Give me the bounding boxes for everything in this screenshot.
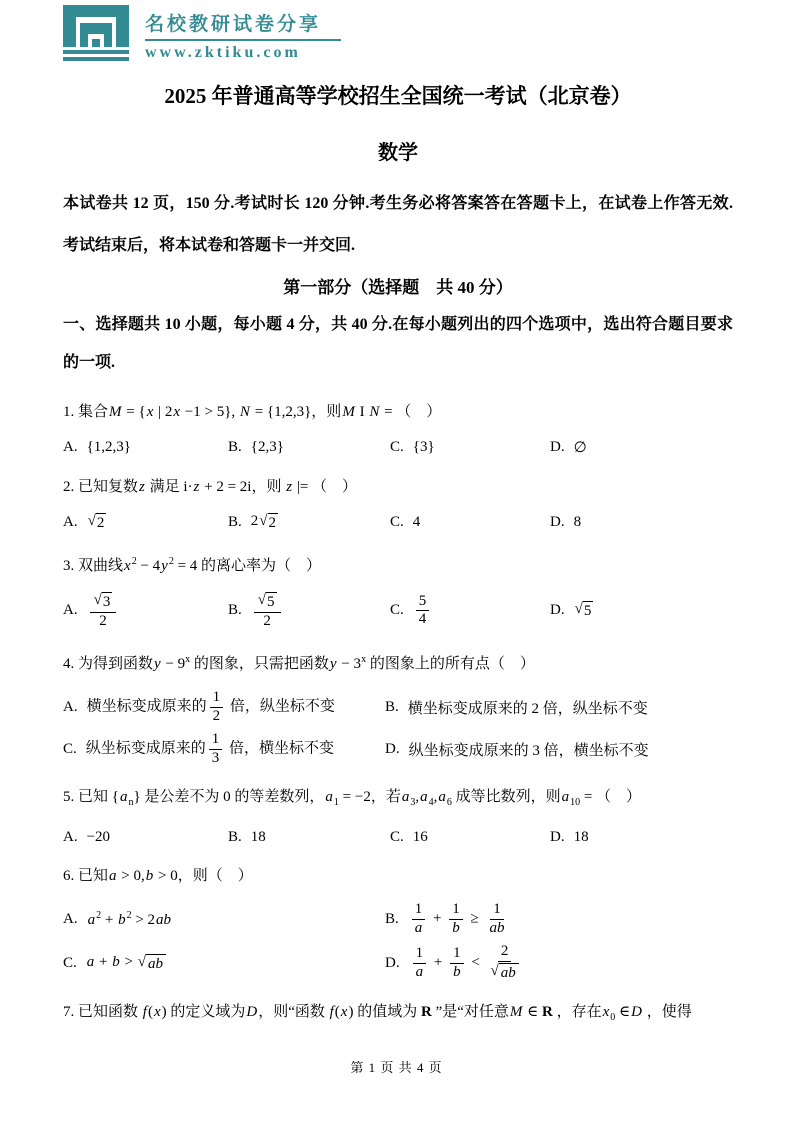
option-A <box>63 690 385 725</box>
exam-intro: 本试卷共 12 页，150 分.考试时长 120 分钟.考生务必将答案答在答题卡上，在试卷上作答无效.考试结束后，将本试卷和答题卡一并交回. <box>63 195 733 254</box>
option-D <box>550 438 733 457</box>
question-5 <box>63 783 733 846</box>
option-D <box>385 739 733 760</box>
option-C <box>390 829 550 846</box>
option-C <box>390 514 550 531</box>
option-D <box>385 944 733 982</box>
option-label: B. <box>228 439 242 455</box>
option-body: 18 <box>250 828 266 845</box>
page-footer: 第 1 页 共 4 页 <box>350 1060 443 1075</box>
option-label: C. <box>390 439 404 455</box>
option-body: 横坐标变成原来的 2 倍，纵坐标不变 <box>407 700 648 717</box>
question-6 <box>63 862 733 982</box>
option-B <box>228 439 390 456</box>
option-label: A. <box>63 828 78 845</box>
question-3 <box>63 548 733 630</box>
option-label: C. <box>390 602 404 619</box>
option-C <box>63 954 385 973</box>
logo-url: www.zktiku.com <box>145 44 301 61</box>
option-body: a + b > √ ab <box>86 954 167 973</box>
option-B <box>385 902 733 937</box>
selection-instructions: 一、选择题共 10 小题，每小题 4 分，共 40 分.在每小题列出的四个选项中，选出符合题目要求的一项. <box>63 316 733 371</box>
option-body: 横坐标变成原来的 $\frac{1}{2}$ 倍，纵坐标不变 <box>86 688 335 724</box>
option-A <box>63 592 228 630</box>
option-body: 4 <box>412 514 421 530</box>
option-body: 纵坐标变成原来的 3 倍，横坐标不变 <box>408 743 649 759</box>
option-body: √ 2 <box>87 513 105 531</box>
option-C <box>390 594 550 629</box>
option-D <box>550 829 733 846</box>
option-label: D. <box>550 602 565 619</box>
option-body: ∅ <box>573 440 587 456</box>
option-B <box>385 697 733 718</box>
question-stem: 3. 双曲线$x^2 - 4y^2 = 4$ 的离心率为（ ） <box>63 556 322 574</box>
option-label: A. <box>63 514 78 530</box>
exam-subject: 数学 <box>378 142 418 164</box>
option-body: $\frac{1}{a}$ + $\frac{1}{b}$ ≥ $\frac{1}{ab}$ <box>408 902 512 937</box>
option-A <box>63 513 228 532</box>
option-label: C. <box>63 954 77 971</box>
option-body: −20 <box>86 828 111 845</box>
option-label: C. <box>63 741 77 757</box>
options <box>63 592 733 630</box>
question-2 <box>63 473 733 532</box>
question-7 <box>63 998 733 1032</box>
option-body: 8 <box>573 514 582 530</box>
option-body: $a^2 + b^2 > 2ab$ <box>87 909 172 928</box>
option-body: √ 5 <box>574 601 592 620</box>
option-B <box>228 829 390 846</box>
option-label: B. <box>385 698 399 715</box>
option-label: D. <box>385 954 400 971</box>
options <box>63 902 733 982</box>
option-C <box>63 732 385 767</box>
question-4 <box>63 646 733 767</box>
question-stem: 5. 已知 $\{a_n\}$ 是公差不为 0 的等差数列，$a_1 = -2$，若$a_3,a_4,a_6$ 成等比数列，则$a_{10}$ = （ ） <box>63 788 642 808</box>
option-body: 纵坐标变成原来的 $\frac{1}{3}$ 倍，横坐标不变 <box>85 731 335 766</box>
option-A <box>63 829 228 846</box>
logo-text <box>145 5 341 62</box>
option-body: $\frac{5}{4}$ <box>413 594 433 629</box>
option-label: C. <box>390 828 404 845</box>
question-stem: 6. 已知a > 0,b > 0，则（ ） <box>63 867 253 884</box>
option-C <box>390 439 550 456</box>
option-body: √ 3 2 <box>87 592 120 630</box>
site-logo <box>63 5 733 62</box>
option-label: D. <box>550 828 565 845</box>
option-A <box>63 910 385 929</box>
option-label: B. <box>228 828 242 845</box>
option-label: D. <box>550 439 565 455</box>
option-body: {1,2,3} <box>86 439 131 455</box>
question-1 <box>63 398 733 457</box>
option-B <box>228 592 390 630</box>
option-body: {3} <box>412 439 435 455</box>
option-body: 2 √ 2 <box>250 513 276 531</box>
options <box>63 438 733 457</box>
options <box>63 513 733 532</box>
logo-gate-icon <box>63 5 129 61</box>
option-label: B. <box>228 602 242 619</box>
logo-title: 名校教研试卷分享 <box>145 14 322 35</box>
option-label: D. <box>385 741 400 757</box>
option-D <box>550 514 733 531</box>
option-A <box>63 439 228 456</box>
option-label: B. <box>385 910 399 927</box>
option-label: C. <box>390 514 404 530</box>
option-body: {2,3} <box>250 439 284 455</box>
option-body: 16 <box>412 828 428 845</box>
option-body: 18 <box>573 828 589 845</box>
question-stem: 2. 已知复数z 满足 i·z + 2 = 2i，则 z |= （ ） <box>63 479 358 495</box>
option-label: A. <box>63 439 78 455</box>
option-label: A. <box>63 602 78 619</box>
logo-divider <box>145 39 341 41</box>
option-B <box>228 513 390 532</box>
options <box>63 690 733 767</box>
option-body: $\frac{1}{a}$ + $\frac{1}{b}$ < 2 √ ab <box>409 944 526 982</box>
option-D <box>550 601 733 620</box>
section-heading: 第一部分（选择题 共 40 分） <box>283 278 513 297</box>
question-stem: 7. 已知函数 f(x) 的定义域为D，则“函数 f(x) 的值域为 R ”是“对任意M ∈ R ，存在$x_0$ ∈D ，使得 <box>63 1004 692 1023</box>
option-label: D. <box>550 514 565 530</box>
exam-title: 2025 年普通高等学校招生全国统一考试（北京卷） <box>164 84 632 108</box>
option-label: A. <box>63 698 78 715</box>
question-stem: 1. 集合M = {x | 2x −1 > 5}, N = {1,2,3}，则M I N = （ ） <box>63 404 442 420</box>
option-body: √ 5 2 <box>251 592 284 630</box>
option-label: B. <box>228 514 242 530</box>
question-stem: 4. 为得到函数$y - 9^x$ 的图象，只需把函数$y - 3^x$ 的图象上的所有点（ ） <box>63 653 535 672</box>
options <box>63 829 733 846</box>
questions <box>63 398 733 1032</box>
option-label: A. <box>63 910 78 927</box>
